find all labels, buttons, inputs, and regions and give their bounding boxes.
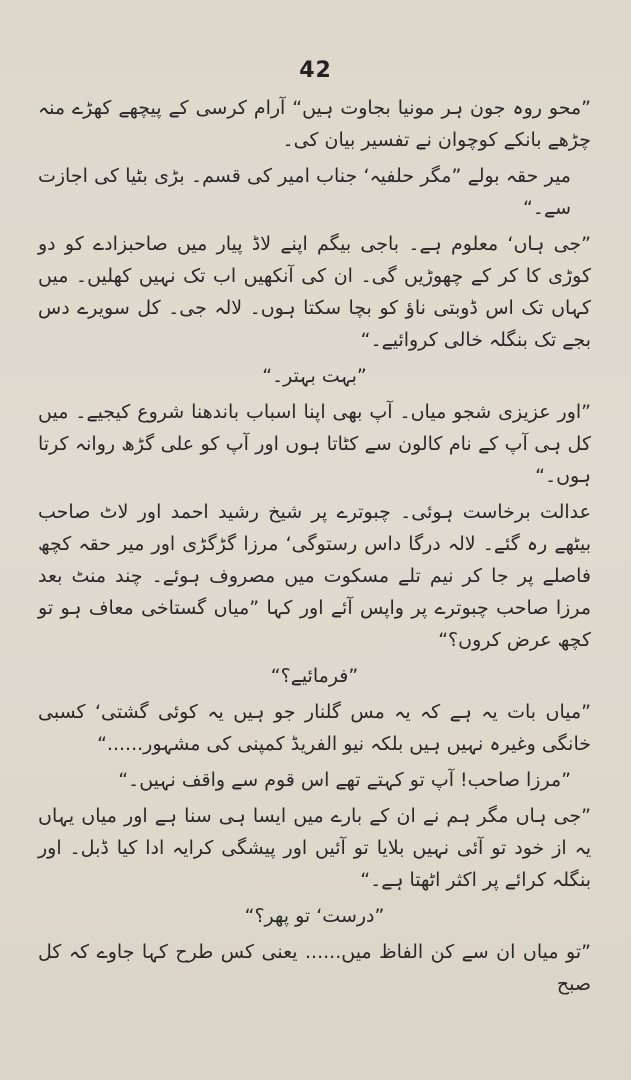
paragraph-1: ”محو روہ جون ہر مونیا بجاوت ہیں“ آرام کرسی کے پیچھے کھڑے منہ چڑھے بانکے کوچوان نے تفسیر بیان کی۔ — [38, 97, 591, 151]
body-text — [38, 92, 591, 1004]
page-number: 42 — [299, 58, 332, 83]
paragraph-3: ”جی ہاں‘ معلوم ہے۔ باجی بیگم اپنے لاڈ پیار میں صاحبزادے کو دو کوڑی کا کر کے چھوڑیں گی۔ ان کی آنکھیں اب تک نہیں کھلیں۔ میں کہاں تک اس ڈوبتی ناؤ کو بچا سکتا ہوں۔ لالہ جی۔ کل سویرے دس بجے تک بنگلہ خالی کروائیے۔“ — [38, 233, 591, 351]
paragraph-6: عدالت برخاست ہوئی۔ چبوترے پر شیخ رشید احمد اور لاٹ صاحب بیٹھے رہ گئے۔ لالہ درگا داس رستوگی‘ مرزا گڑگڑی اور میر حقہ کچھ فاصلے پر جا کر نیم تلے مسکوت میں مصروف ہوئے۔ چند منٹ بعد مرزا صاحب چبوترے پر واپس آئے اور کہا ”میاں گستاخی معاف ہو تو کچھ عرض کروں؟“ — [38, 501, 591, 651]
paragraph-10: ”جی ہاں مگر ہم نے ان کے بارے میں ایسا ہی سنا ہے اور میاں یہاں یہ از خود تو آئی نہیں بلایا تو آئیں اور پیشگی کرایہ ادا کیا ڈبل۔ اور بنگلہ کرائے پر اکثر اٹھتا ہے۔“ — [38, 805, 591, 891]
paragraph-5: ”اور عزیزی شجو میاں۔ آپ بھی اپنا اسباب باندھنا شروع کیجیے۔ میں کل ہی آپ کے نام کالون سے کٹاتا ہوں اور آپ کو علی گڑھ روانہ کرتا ہوں۔“ — [38, 401, 591, 487]
paragraph-11: ”درست‘ تو پھر؟“ — [244, 905, 385, 927]
paragraph-2: میر حقہ بولے ”مگر حلفیہ‘ جناب امیر کی قسم۔ بڑی بٹیا کی اجازت سے۔“ — [38, 165, 571, 219]
paragraph-7: ”فرمائیے؟“ — [270, 665, 359, 687]
paragraph-8: ”میاں بات یہ ہے کہ یہ مس گلنار جو ہیں یہ کوئی گشتی‘ کسبی خانگی وغیرہ نہیں ہیں بلکہ نیو الفریڈ کمپنی کی مشہور......“ — [38, 701, 591, 755]
paragraph-12: ”تو میاں ان سے کن الفاظ میں...... یعنی کس طرح کہا جاوے کہ کل صبح — [38, 941, 591, 995]
paragraph-4: ”بہت بہتر۔“ — [262, 365, 367, 387]
paragraph-9: ”مرزا صاحب! آپ تو کہتے تھے اس قوم سے واقف نہیں۔“ — [118, 769, 571, 791]
